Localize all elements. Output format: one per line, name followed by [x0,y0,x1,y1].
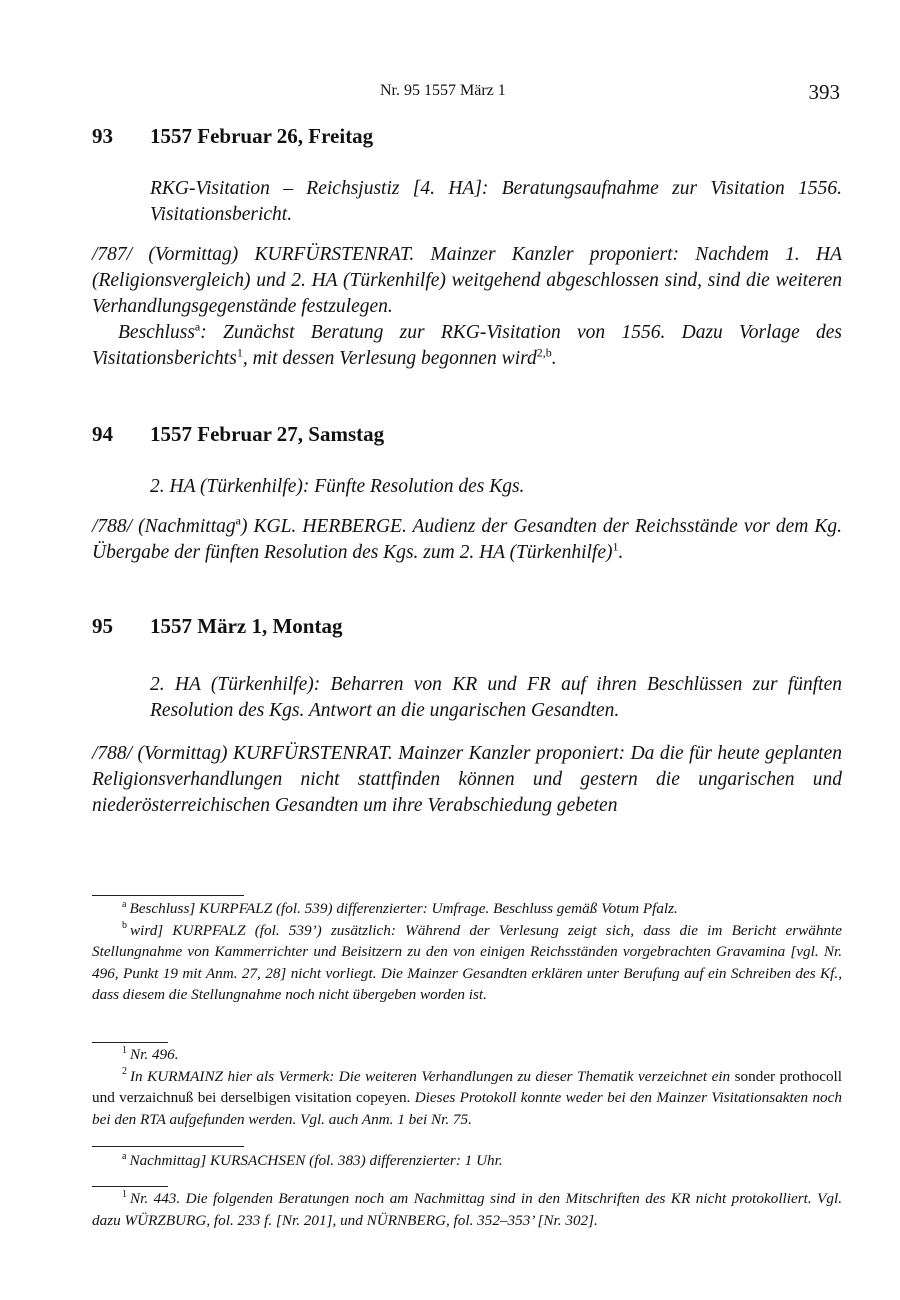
entry-date: 1557 Februar 26, Freitag [150,124,374,148]
footnote: $^1$ Nr. 443. Die folgenden Beratungen noch am Nachmittag sind in den Mitschriften des KR nicht protokolliert. Vgl. dazu WÜRZBURG, fol. 233 f. [Nr. 201], und NÜRNBERG, fol. 352–353’ [Nr. 302]. [92,1188,842,1229]
entry-95-paragraph-1: /788/ (Vormittag) KURFÜRSTENRAT. Mainzer Kanzler proponiert: Da die für heute geplanten Religionsverhandlungen nicht stattfinden können und gestern die ungarischen und niederösterreichischen Gesandten um ihre Verabschiedung gebeten [92,743,842,816]
entry-95-body [92,741,842,819]
header-title: Nr. 95 1557 März 1 [380,82,506,99]
footnote-ref: a [235,513,241,528]
entry-93-paragraph-2: Beschluss$^a$: Zunächst Beratung zur RKG-Visitation von 1556. Dazu Vorlage des Visitationsberichts$^1$, mit dessen Verlesung begonnen wird$^{2,b}$. [92,319,842,369]
entry-date: 1557 März 1, Montag [150,614,343,638]
entry-94-paragraph-1: /788/ (Nachmittag$^a$) KGL. HERBERGE. Audienz der Gesandten der Reichsstände vor dem Kg. Übergabe der fünften Resolution des Kgs. zum 2. HA (Türkenhilfe)$^1$. [92,513,843,563]
footnote: $^b$ wird] KURPFALZ (fol. 539’) zusätzlich: Während der Verlesung zeigt sich, dass die im Bericht erwähnte Stellungnahme von Kammerrichter und Beisitzern zu den von einigen Reichsständen vorgebrachten Gravamina [vgl. Nr. 496, Punkt 19 mit Anm. 27, 28] nicht vorliegt. Die Mainzer Gesandten erklären unter Berufung auf ein Schreiben des Kf., dass diesem die Stellungnahme noch nicht übergeben worden ist. [92,920,842,1003]
entry-94-body [92,514,842,566]
entry-95-heading [92,614,852,639]
footnote-rule [92,895,244,896]
entry-date: 1557 Februar 27, Samstag [150,422,385,446]
entry-94-summary: 2. HA (Türkenhilfe): Fünfte Resolution des Kgs. [150,476,525,497]
footnote: $^a$ Nachmittag] KURSACHSEN (fol. 383) differenzierter: 1 Uhr. [122,1150,503,1169]
entry-number: 93 [92,124,113,148]
entry-number: 95 [92,614,113,638]
entry-93-paragraph-1: /787/ (Vormittag) KURFÜRSTENRAT. Mainzer Kanzler proponiert: Nachdem 1. HA (Religionsvergleich) und 2. HA (Türkenhilfe) weitgehend abgeschlossen sind, sind die weiteren Verhandlungsgegenstände festzulegen. [92,244,842,317]
running-header [0,80,900,106]
footnote-ref: 1 [612,539,619,554]
entry-94-heading [92,422,852,447]
footnote-rule [92,1042,168,1043]
entry-93-summary: RKG-Visitation – Reichsjustiz [4. HA]: Beratungsaufnahme zur Visitation 1556. Visitationsbericht. [150,178,842,225]
footnote-rule [92,1186,168,1187]
footnote-ref: 2,b [536,345,552,360]
quoted-source: sonder prothocoll und verzaichnuß bei derselbigen visitation copeyen. [92,1067,843,1106]
footnote: $^a$ Beschluss] KURPFALZ (fol. 539) differenzierter: Umfrage. Beschluss gemäß Votum Pfalz. [122,898,678,917]
footnotes-94-letters [92,1150,842,1172]
entry-93-body [92,242,842,372]
entry-95-summary: 2. HA (Türkenhilfe): Beharren von KR und FR auf ihren Beschlüssen zur fünften Resolution des Kgs. Antwort an die ungarischen Gesandten. [150,674,842,721]
footnotes-93-letters [92,898,842,1006]
entry-number: 94 [92,422,113,446]
footnote-ref: a [194,319,201,334]
footnote-rule [92,1146,244,1147]
entry-93-heading [92,124,852,149]
page-number: 393 [808,80,840,104]
footnotes-94-numbers [92,1188,842,1231]
footnotes-93-numbers [92,1044,842,1130]
footnote: $^2$ In KURMAINZ hier als Vermerk: Die weiteren Verhandlungen zu dieser Thematik verzeichnet ein sonder prothocoll und verzaichnuß bei derselbigen visitation copeyen. Dieses Protokoll konnte weder bei den Mainzer Visitationsakten noch bei den RTA aufgefunden werden. Vgl. auch Anm. 1 bei Nr. 75. [92,1066,843,1128]
footnote: $^1$ Nr. 496. [122,1044,179,1063]
footnote-ref: 1 [236,345,243,360]
